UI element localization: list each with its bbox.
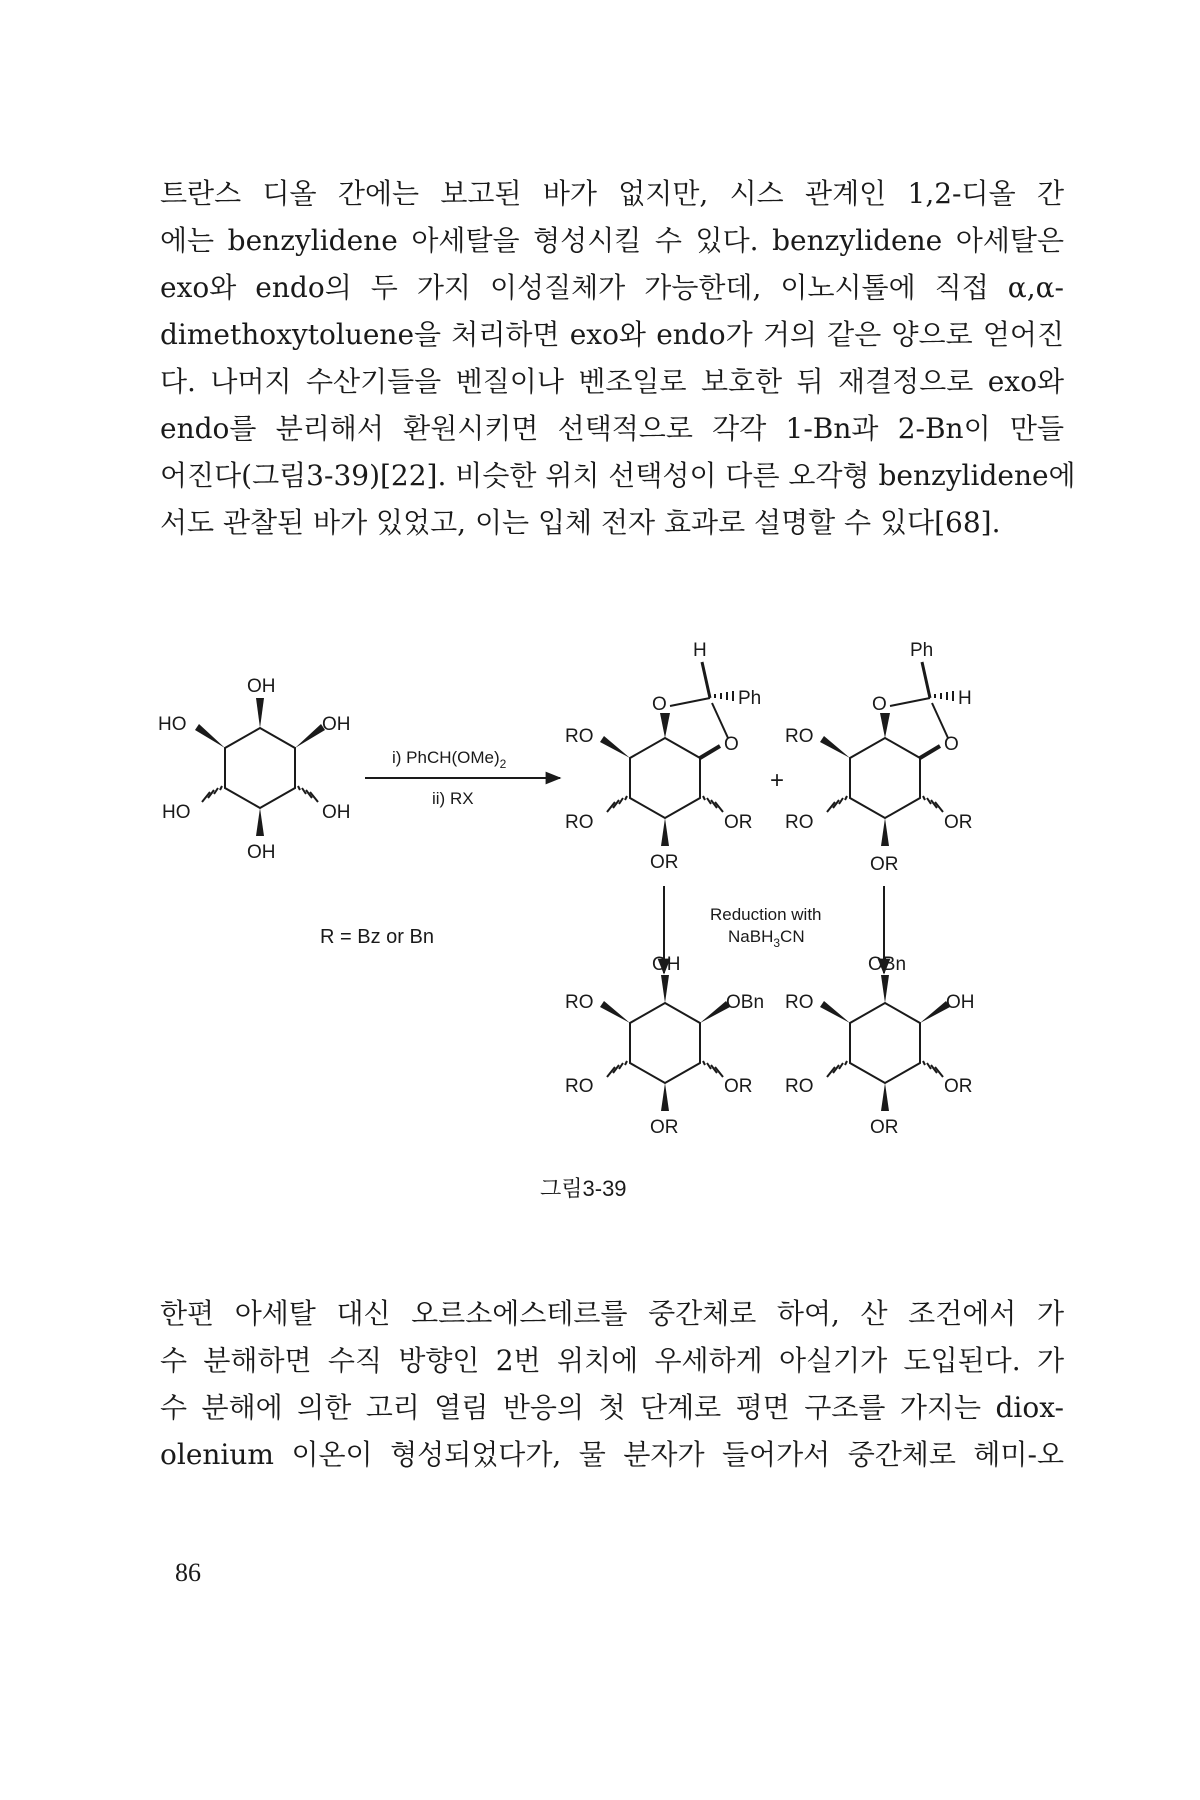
exo-acetal-o-left: O bbox=[652, 694, 667, 715]
paragraph-1-line: 다. 나머지 수산기들을 벤질이나 벤조일로 보호한 뒤 재결정으로 exo와 bbox=[160, 365, 1064, 398]
paragraph-1-line: 트란스 디올 간에는 보고된 바가 없지만, 시스 관계인 1,2-디올 간 bbox=[160, 177, 1064, 210]
paragraph-1-line: 어진다(그림3-39)[22]. 비슷한 위치 선택성이 다른 오각형 benzylidene에 bbox=[160, 459, 1076, 492]
figure-caption: 그림3-39 bbox=[540, 1176, 627, 1201]
endo-acetal-o-left: O bbox=[872, 694, 887, 715]
inositol-label-bottom: OH bbox=[247, 842, 276, 863]
r-group-definition: R = Bz or Bn bbox=[320, 926, 434, 948]
inositol-label-top: OH bbox=[247, 676, 276, 697]
reduction-label-line2: NaBH$_3$CN bbox=[728, 927, 805, 950]
paragraph-1 bbox=[160, 170, 1076, 546]
paragraph-1-line: exo와 endo의 두 가지 이성질체가 가능한데, 이노시톨에 직접 α,α- bbox=[160, 271, 1064, 304]
product-2bn-lower-right: OR bbox=[944, 1076, 973, 1097]
reagent-step2: ii) RX bbox=[432, 789, 474, 808]
exo-acetal-structure bbox=[565, 640, 761, 873]
endo-acetal-or-bottom: OR bbox=[870, 854, 899, 875]
exo-acetal-ro-lower: RO bbox=[565, 812, 594, 833]
exo-acetal-h: H bbox=[693, 640, 707, 661]
paragraph-2-line: 수 분해에 의한 고리 열림 반응의 첫 단계로 평면 구조를 가지는 diox- bbox=[160, 1391, 1064, 1424]
inositol-label-upper-right: OH bbox=[322, 714, 351, 735]
plus-sign: + bbox=[770, 767, 785, 794]
exo-acetal-or-bottom: OR bbox=[650, 852, 679, 873]
endo-acetal-h: H bbox=[958, 688, 972, 709]
endo-acetal-ro-upper: RO bbox=[785, 726, 814, 747]
reduction-label-line1: Reduction with bbox=[710, 905, 822, 924]
exo-acetal-o-right: O bbox=[724, 734, 739, 755]
inositol-structure bbox=[158, 676, 351, 863]
paragraph-1-line: 서도 관찰된 바가 있었고, 이는 입체 전자 효과로 설명할 수 있다[68]. bbox=[160, 506, 1001, 539]
product-2bn-structure bbox=[785, 954, 975, 1138]
product-2bn-top: OBn bbox=[868, 954, 907, 975]
product-2bn-bottom: OR bbox=[870, 1117, 899, 1138]
page-number: 86 bbox=[175, 1558, 201, 1587]
product-1bn-upper-left: RO bbox=[565, 992, 594, 1013]
exo-acetal-ro-upper: RO bbox=[565, 726, 594, 747]
product-2bn-upper-left: RO bbox=[785, 992, 814, 1013]
product-1bn-top: OH bbox=[652, 954, 681, 975]
paragraph-2 bbox=[160, 1290, 1064, 1478]
paragraph-1-line: endo를 분리해서 환원시키면 선택적으로 각각 1-Bn과 2-Bn이 만들 bbox=[160, 412, 1064, 445]
endo-acetal-structure bbox=[785, 640, 973, 875]
product-2bn-upper-right: OH bbox=[946, 992, 975, 1013]
product-1bn-lower-left: RO bbox=[565, 1076, 594, 1097]
paragraph-1-line: dimethoxytoluene을 처리하면 exo와 endo가 거의 같은 양으로 얻어진 bbox=[160, 318, 1064, 351]
exo-acetal-ph: Ph bbox=[738, 688, 762, 709]
endo-acetal-or-lower: OR bbox=[944, 812, 973, 833]
paragraph-2-line: olenium 이온이 형성되었다가, 물 분자가 들어가서 중간체로 헤미-오 bbox=[160, 1438, 1064, 1471]
inositol-label-lower-left: HO bbox=[162, 802, 191, 823]
product-1bn-lower-right: OR bbox=[724, 1076, 753, 1097]
product-1bn-upper-right: OBn bbox=[726, 992, 765, 1013]
product-2bn-lower-left: RO bbox=[785, 1076, 814, 1097]
inositol-label-upper-left: HO bbox=[158, 714, 187, 735]
endo-acetal-ph: Ph bbox=[910, 640, 934, 661]
exo-acetal-or-lower: OR bbox=[724, 812, 753, 833]
endo-acetal-ro-lower: RO bbox=[785, 812, 814, 833]
reagent-step1: i) $PhCH(OMe)_2$ bbox=[392, 748, 507, 771]
inositol-label-lower-right: OH bbox=[322, 802, 351, 823]
product-1bn-bottom: OR bbox=[650, 1117, 679, 1138]
endo-acetal-o-right: O bbox=[944, 734, 959, 755]
paragraph-2-line: 한편 아세탈 대신 오르소에스테르를 중간체로 하여, 산 조건에서 가 bbox=[160, 1297, 1064, 1330]
paragraph-2-line: 수 분해하면 수직 방향인 2번 위치에 우세하게 아실기가 도입된다. 가 bbox=[160, 1344, 1064, 1377]
reaction-scheme-figure bbox=[140, 618, 1060, 1208]
product-1bn-structure bbox=[565, 954, 764, 1138]
paragraph-1-line: 에는 benzylidene 아세탈을 형성시킬 수 있다. benzylidene 아세탈은 bbox=[160, 224, 1064, 257]
